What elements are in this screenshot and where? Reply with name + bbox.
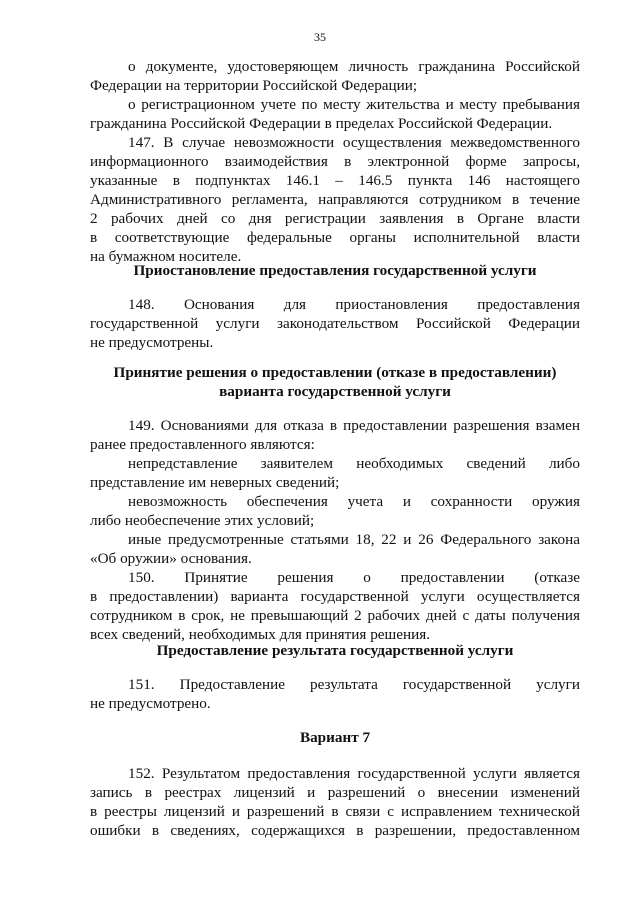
text-line: указанные в подпунктах 146.1 – 146.5 пункта 146 настоящего <box>90 172 580 189</box>
text-line: 150. Принятие решения о предоставлении (отказе <box>128 569 580 586</box>
text-line: в реестры лицензий и разрешений в связи с исправлением технической <box>90 803 580 820</box>
text-line: «Об оружии» основания. <box>90 550 252 567</box>
text-line: 149. Основаниями для отказа в предоставлении разрешения взамен <box>128 417 580 434</box>
section-heading: Приостановление предоставления государственной услуги <box>133 262 537 279</box>
page-number: 35 <box>314 30 326 44</box>
text-line: о документе, удостоверяющем личность гражданина Российской <box>128 58 580 75</box>
text-line: невозможность обеспечения учета и сохранности оружия <box>128 493 580 510</box>
text-line: 152. Результатом предоставления государственной услуги является <box>128 765 580 782</box>
text-line: не предусмотрены. <box>90 334 214 351</box>
text-line: информационного взаимодействия в электронной форме запросы, <box>90 153 580 170</box>
text-line: 147. В случае невозможности осуществления межведомственного <box>128 134 580 151</box>
text-line: либо необеспечение этих условий; <box>90 512 315 529</box>
text-line: иные предусмотренные статьями 18, 22 и 26 Федерального закона <box>128 531 580 548</box>
text-line: 2 рабочих дней со дня регистрации заявления в Органе власти <box>90 210 580 227</box>
section-heading: варианта государственной услуги <box>219 383 451 400</box>
text-line: всех сведений, необходимых для принятия решения. <box>90 626 430 643</box>
section-heading: Принятие решения о предоставлении (отказе в предоставлении) <box>113 364 557 381</box>
text-line: запись в реестрах лицензий и разрешений о внесении изменений <box>90 784 580 801</box>
text-line: гражданина Российской Федерации в пределах Российской Федерации. <box>90 115 553 132</box>
text-line: на бумажном носителе. <box>90 248 242 265</box>
text-line: сотрудником в срок, не превышающий 2 рабочих дней с даты получения <box>90 607 580 624</box>
text-line: государственной услуги законодательством Российской Федерации <box>90 315 580 332</box>
text-line: 151. Предоставление результата государственной услуги <box>128 676 580 693</box>
section-heading: Вариант 7 <box>299 729 371 746</box>
text-line: непредставление заявителем необходимых сведений либо <box>128 455 580 472</box>
text-line: в предоставлении) варианта государственной услуги осуществляется <box>90 588 580 605</box>
text-line: Федерации на территории Российской Федерации; <box>90 77 418 94</box>
text-line: 148. Основания для приостановления предоставления <box>128 296 580 313</box>
text-line: не предусмотрено. <box>90 695 211 712</box>
text-line: ранее предоставленного являются: <box>90 436 315 453</box>
text-line: представление им неверных сведений; <box>90 474 340 491</box>
section-heading: Предоставление результата государственной услуги <box>156 642 514 659</box>
text-line: ошибки в сведениях, содержащихся в разрешении, предоставленном <box>90 822 580 839</box>
text-line: Административного регламента, направляются сотрудником в течение <box>90 191 580 208</box>
text-line: о регистрационном учете по месту жительства и месту пребывания <box>128 96 580 113</box>
text-line: в соответствующие федеральные органы исполнительной власти <box>90 229 580 246</box>
